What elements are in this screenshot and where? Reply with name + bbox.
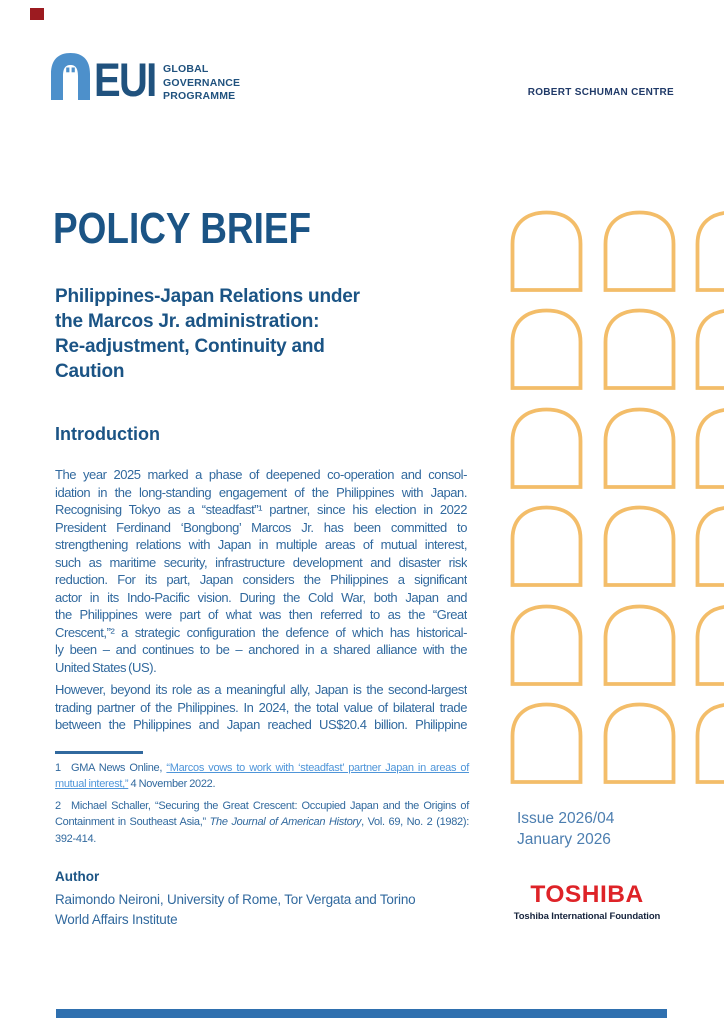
issue-info-line-2: January 2026 <box>517 830 611 848</box>
brief-title-line-3: Re-adjustment, Continuity and <box>55 336 325 357</box>
footnote-divider <box>55 751 143 754</box>
section-heading-introduction: Introduction <box>55 424 160 444</box>
footnote-link[interactable]: “Marcos vows to work with ‘steadfast’ partner Japan in areas of mutual interest,” <box>55 762 469 791</box>
paragraph-1-line-5: strengthening relations with Japan in multiple areas of mutual interest, <box>55 537 467 552</box>
robert-schuman-centre-label: ROBERT SCHUMAN CENTRE <box>527 87 674 98</box>
toshiba-foundation-label: Toshiba International Foundation <box>513 911 661 922</box>
arch-icon <box>603 604 676 686</box>
paragraph-2 <box>55 681 467 734</box>
footnote-2-text <box>55 800 469 845</box>
footnote-1 <box>55 760 469 793</box>
programme-name-line-1: GLOBAL <box>163 63 209 75</box>
footnote-text-segment: GMA News Online, <box>71 762 167 774</box>
paragraph-1-line-4: President Ferdinand ‘Bongbong’ Marcos Jr. has been committed to <box>55 519 467 535</box>
arch-icon <box>603 210 676 292</box>
arch-icon <box>695 210 724 292</box>
programme-name-line-2: GOVERNANCE <box>163 76 241 89</box>
footnote-text-segment: The Journal of American History <box>209 816 362 829</box>
author-name <box>55 890 415 930</box>
footnote-text-segment: 4 November 2022. <box>128 778 216 791</box>
arch-icon <box>603 308 676 390</box>
brief-title <box>55 284 360 384</box>
paragraph-1-line-2: idation in the long-standing engagement of the Philippines with Japan. <box>55 484 467 500</box>
arch-icon <box>695 702 724 784</box>
brief-title-line-4: Caution <box>55 361 125 382</box>
paragraph-1-line-6: such as maritime security, infrastructure development and disaster risk <box>55 554 467 570</box>
author-label: Author <box>55 869 100 884</box>
arch-icon <box>510 407 583 489</box>
arch-icon <box>510 702 583 784</box>
arch-icon <box>695 407 724 489</box>
paragraph-2-line-2: trading partner of the Philippines. In 2024, the total value of bilateral trade <box>55 699 467 715</box>
paragraph-1-line-10: Crescent,”² a strategic configuration the defence of which has historical- <box>55 624 467 640</box>
issue-info <box>517 809 614 850</box>
issue-info-line-1: Issue 2026/04 <box>517 810 615 827</box>
footnote-2 <box>55 798 469 847</box>
paragraph-1-line-9: the Philippines were part of what was then referred to as the “Great <box>55 607 467 622</box>
arch-icon <box>603 407 676 489</box>
arch-icon <box>510 604 583 686</box>
brief-title-line-1: Philippines-Japan Relations under <box>55 286 360 307</box>
footnote-2-number: 2 <box>55 800 61 812</box>
footnote-1-number: 1 <box>55 762 61 774</box>
footnote-text-segment: , Vol. 69, No. 2 (1982): 392-414. <box>55 816 469 845</box>
programme-name-line-3: PROGRAMME <box>163 90 236 103</box>
brief-title-line-2: the Marcos Jr. administration: <box>55 311 320 332</box>
paragraph-2-line-1: However, beyond its role as a meaningful ally, Japan is the second-largest <box>55 682 467 697</box>
footer-bar <box>56 1009 667 1018</box>
paragraph-1-line-11: ly been – and continues to be – anchored in a shared alliance with the <box>55 642 467 657</box>
eui-acronym: EUI <box>94 53 156 106</box>
paragraph-1-line-3: Recognising Tokyo as a “steadfast”¹ partner, since his election in 2022 <box>55 502 467 517</box>
paragraph-1-line-7: reduction. For its part, Japan considers the Philippines a significant <box>55 572 467 587</box>
paragraph-1-line-12: United States (US). <box>55 659 157 675</box>
arch-icon <box>603 505 676 587</box>
paragraph-1-line-8: actor in its Indo-Pacific vision. During the Cold War, both Japan and <box>55 589 467 605</box>
paragraph-1 <box>55 466 467 676</box>
paragraph-1-line-1: The year 2025 marked a phase of deepened co-operation and consol- <box>55 467 467 482</box>
toshiba-wordmark: TOSHIBA <box>530 881 644 908</box>
arch-icon <box>695 604 724 686</box>
paragraph-2-line-3: between the Philippines and Japan reached US$20.4 billion. Philippine <box>55 717 467 732</box>
arch-icon <box>695 308 724 390</box>
page-title: POLICY BRIEF <box>53 204 312 253</box>
footnote-text-segment: Michael Schaller, “Securing the Great Crescent: Occupied Japan and the Origins of Containment in Southeast Asia,” <box>55 800 469 829</box>
arch-pattern <box>510 210 724 810</box>
footnote-1-text <box>55 762 469 790</box>
eui-arch-icon <box>51 53 90 100</box>
arch-icon <box>603 702 676 784</box>
arch-icon <box>510 210 583 292</box>
arch-icon <box>695 505 724 587</box>
author-name-line-1: Raimondo Neironi, University of Rome, Tor Vergata and Torino <box>55 892 416 907</box>
red-corner-mark <box>30 8 44 20</box>
programme-name <box>163 63 240 104</box>
author-name-line-2: World Affairs Institute <box>55 912 178 927</box>
toshiba-logo <box>511 882 663 922</box>
arch-icon <box>510 308 583 390</box>
arch-icon <box>510 505 583 587</box>
